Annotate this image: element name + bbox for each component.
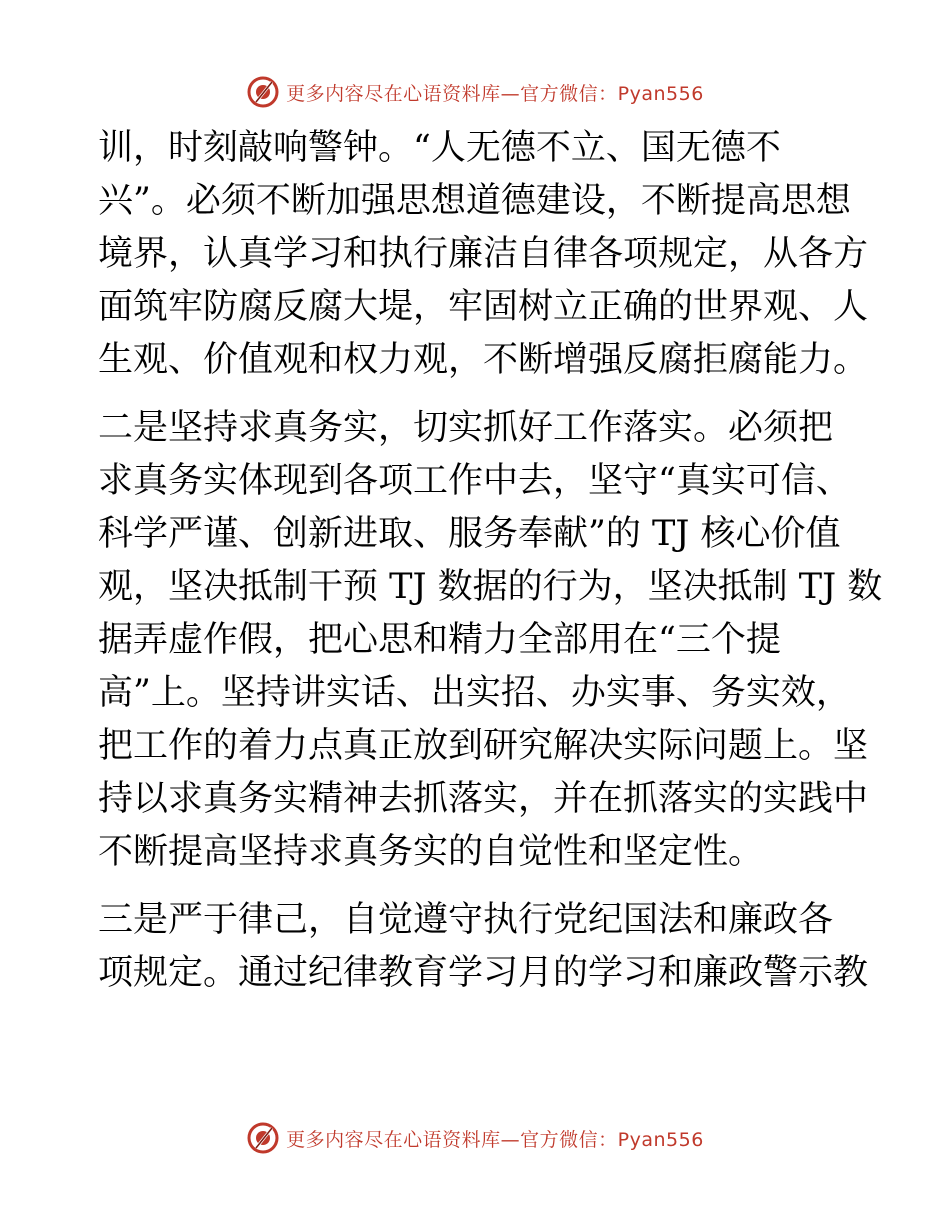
text-line: 三是严于律己，自觉遵守执行党纪国法和廉政各 [98, 900, 834, 940]
text-line: 生观、价值观和权力观，不断增强反腐拒腐能力。 [98, 340, 869, 380]
header-banner [0, 72, 950, 112]
text-line: 不断提高坚持求真务实的自觉性和坚定性。 [98, 832, 764, 872]
paragraph [98, 894, 869, 1000]
text-line: 据弄虚作假，把心思和精力全部用在“三个提 [98, 620, 781, 660]
banner-text: 更多内容尽在心语资料库—官方微信：Pyan556 [286, 82, 704, 105]
document-body [98, 122, 883, 1000]
text-line: 兴”。必须不断加强思想道德建设，不断提高思想 [98, 181, 851, 221]
brand-logo-icon [246, 75, 280, 109]
text-line: 科学严谨、创新进取、服务奉献”的 TJ 核心价值 [98, 514, 841, 554]
text-line: 求真务实体现到各项工作中去，坚守“真实可信、 [98, 461, 851, 501]
paragraph [98, 122, 869, 387]
text-line: 观，坚决抵制干预 TJ 数据的行为，坚决抵制 TJ 数 [98, 567, 883, 607]
text-line: 训，时刻敲响警钟。“人无德不立、国无德不 [98, 128, 781, 168]
text-line: 持以求真务实精神去抓落实，并在抓落实的实践中 [98, 779, 869, 819]
text-line: 二是坚持求真务实，切实抓好工作落实。必须把 [98, 408, 834, 448]
text-line: 项规定。通过纪律教育学习月的学习和廉政警示教 [98, 953, 869, 993]
text-line: 把工作的着力点真正放到研究解决实际问题上。坚 [98, 726, 869, 766]
brand-logo-icon [246, 1121, 280, 1155]
text-line: 面筑牢防腐反腐大堤，牢固树立正确的世界观、人 [98, 287, 869, 327]
text-line: 高”上。坚持讲实话、出实招、办实事、务实效， [98, 673, 851, 713]
paragraph [98, 402, 883, 879]
text-line: 境界，认真学习和执行廉洁自律各项规定，从各方 [98, 234, 869, 274]
footer-banner [0, 1118, 950, 1158]
banner-text: 更多内容尽在心语资料库—官方微信：Pyan556 [286, 1128, 704, 1151]
